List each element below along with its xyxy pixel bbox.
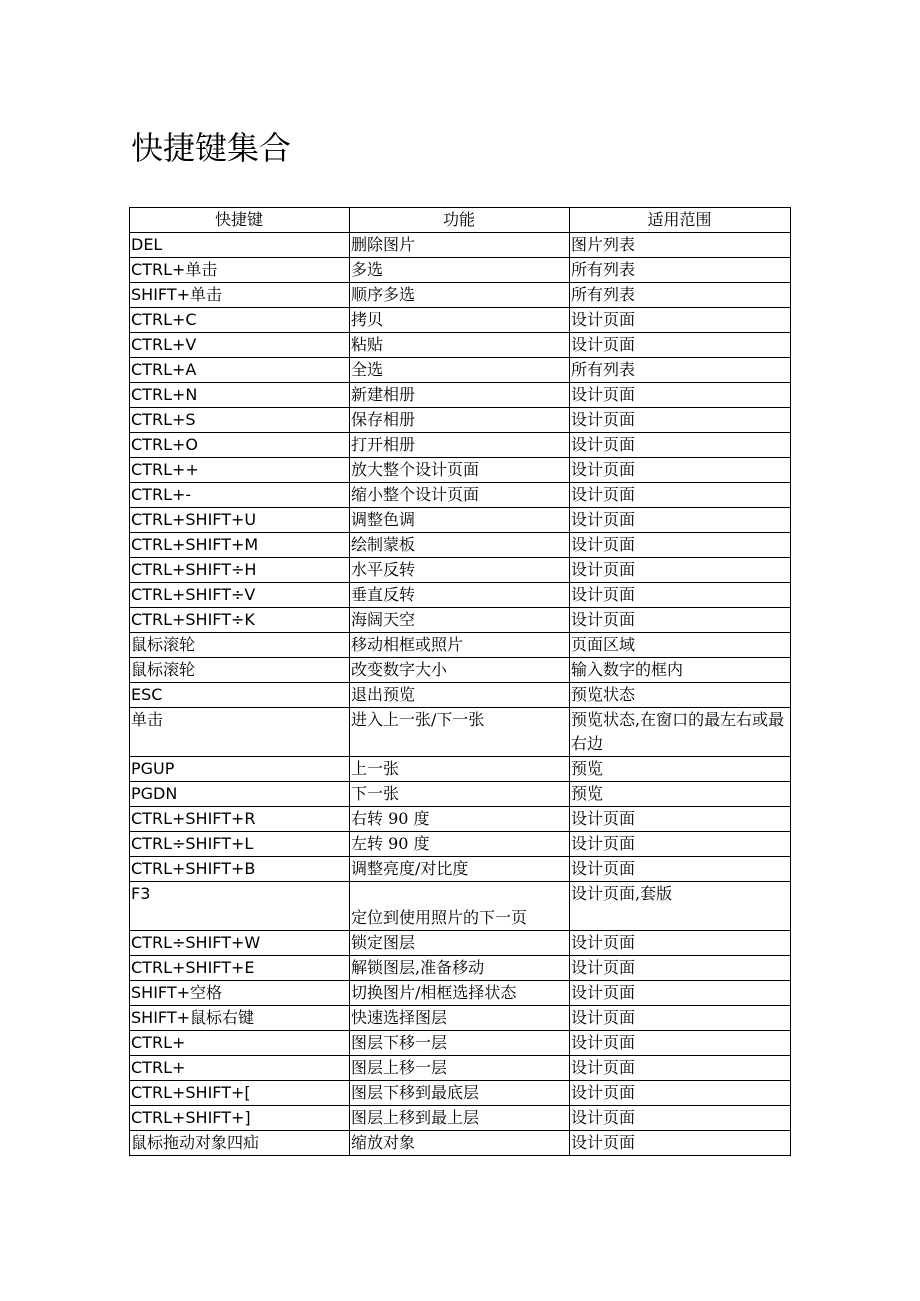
function-cell: 左转 90 度 <box>350 832 570 857</box>
table-row <box>130 583 791 608</box>
function-cell: 下一张 <box>350 782 570 807</box>
scope-cell: 页面区域 <box>570 633 791 658</box>
shortcut-cell: SHIFT+单击 <box>130 283 350 308</box>
shortcut-cell: CTRL+A <box>130 358 350 383</box>
header-scope: 适用范围 <box>570 208 791 233</box>
scope-cell: 预览状态 <box>570 683 791 708</box>
scope-cell: 设计页面 <box>570 1006 791 1031</box>
function-cell: 切换图片/相框选择状态 <box>350 981 570 1006</box>
shortcut-cell: CTRL+SHIFT+R <box>130 807 350 832</box>
shortcut-cell: ESC <box>130 683 350 708</box>
shortcut-cell: CTRL+SHIFT÷H <box>130 558 350 583</box>
scope-cell: 图片列表 <box>570 233 791 258</box>
shortcut-cell: CTRL+N <box>130 383 350 408</box>
table-row <box>130 1131 791 1156</box>
shortcut-cell: 鼠标拖动对象四疝 <box>130 1131 350 1156</box>
table-row <box>130 558 791 583</box>
table-row <box>130 931 791 956</box>
shortcut-cell: PGUP <box>130 757 350 782</box>
function-cell: 放大整个设计页面 <box>350 458 570 483</box>
table-row <box>130 408 791 433</box>
shortcut-cell: 鼠标滚轮 <box>130 658 350 683</box>
scope-cell: 设计页面 <box>570 333 791 358</box>
table-row <box>130 757 791 782</box>
shortcut-cell: CTRL+SHIFT÷V <box>130 583 350 608</box>
function-cell: 缩小整个设计页面 <box>350 483 570 508</box>
shortcut-cell: F3 <box>130 882 350 931</box>
function-cell: 顺序多选 <box>350 283 570 308</box>
table-row <box>130 708 791 757</box>
table-row <box>130 608 791 633</box>
table-row <box>130 233 791 258</box>
function-cell: 锁定图层 <box>350 931 570 956</box>
shortcut-cell: CTRL+C <box>130 308 350 333</box>
page-title: 快捷键集合 <box>131 129 292 167</box>
scope-cell: 所有列表 <box>570 358 791 383</box>
table-row <box>130 882 791 931</box>
function-cell: 进入上一张/下一张 <box>350 708 570 757</box>
scope-cell: 设计页面 <box>570 981 791 1006</box>
function-cell: 图层下移一层 <box>350 1031 570 1056</box>
function-cell: 调整色调 <box>350 508 570 533</box>
table-row <box>130 956 791 981</box>
shortcut-cell: CTRL+SHIFT+M <box>130 533 350 558</box>
scope-cell: 预览 <box>570 757 791 782</box>
function-cell: 退出预览 <box>350 683 570 708</box>
scope-cell: 设计页面 <box>570 433 791 458</box>
shortcut-cell: DEL <box>130 233 350 258</box>
function-cell: 缩放对象 <box>350 1131 570 1156</box>
scope-cell: 输入数字的框内 <box>570 658 791 683</box>
function-cell: 移动相框或照片 <box>350 633 570 658</box>
scope-cell: 设计页面 <box>570 308 791 333</box>
table-row <box>130 483 791 508</box>
scope-cell: 设计页面 <box>570 1131 791 1156</box>
table-body <box>130 233 791 1156</box>
scope-cell: 预览 <box>570 782 791 807</box>
table-row <box>130 258 791 283</box>
table-row <box>130 633 791 658</box>
table-row <box>130 383 791 408</box>
function-cell: 垂直反转 <box>350 583 570 608</box>
shortcut-cell: CTRL+O <box>130 433 350 458</box>
table-row <box>130 683 791 708</box>
table-row <box>130 1006 791 1031</box>
function-cell: 快速选择图层 <box>350 1006 570 1031</box>
shortcut-cell: CTRL+ <box>130 1031 350 1056</box>
scope-cell: 设计页面 <box>570 408 791 433</box>
scope-cell: 预览状态,在窗口的最左右或最右边 <box>570 708 791 757</box>
scope-cell: 设计页面 <box>570 807 791 832</box>
function-cell: 新建相册 <box>350 383 570 408</box>
table-row <box>130 807 791 832</box>
function-cell: 水平反转 <box>350 558 570 583</box>
scope-cell: 设计页面 <box>570 931 791 956</box>
scope-cell: 设计页面 <box>570 583 791 608</box>
function-cell: 解锁图层,准备移动 <box>350 956 570 981</box>
scope-cell: 设计页面 <box>570 1081 791 1106</box>
table-header-row <box>130 208 791 233</box>
shortcut-cell: 单击 <box>130 708 350 757</box>
shortcut-cell: CTRL+单击 <box>130 258 350 283</box>
table-row <box>130 981 791 1006</box>
scope-cell: 设计页面 <box>570 857 791 882</box>
table-row <box>130 1106 791 1131</box>
header-function: 功能 <box>350 208 570 233</box>
shortcut-cell: CTRL++ <box>130 458 350 483</box>
scope-cell: 设计页面 <box>570 832 791 857</box>
function-cell: 多选 <box>350 258 570 283</box>
shortcut-cell: CTRL÷SHIFT+W <box>130 931 350 956</box>
header-shortcut: 快捷键 <box>130 208 350 233</box>
function-cell: 图层下移到最底层 <box>350 1081 570 1106</box>
table-row <box>130 308 791 333</box>
scope-cell: 设计页面 <box>570 508 791 533</box>
table-row <box>130 1081 791 1106</box>
scope-cell: 设计页面 <box>570 533 791 558</box>
scope-cell: 所有列表 <box>570 283 791 308</box>
scope-cell: 设计页面 <box>570 1031 791 1056</box>
shortcut-cell: CTRL+SHIFT+U <box>130 508 350 533</box>
shortcut-cell: CTRL+S <box>130 408 350 433</box>
table-row <box>130 533 791 558</box>
function-cell: 打开相册 <box>350 433 570 458</box>
scope-cell: 设计页面 <box>570 956 791 981</box>
scope-cell: 设计页面 <box>570 1106 791 1131</box>
shortcut-cell: CTRL÷SHIFT+L <box>130 832 350 857</box>
table-row <box>130 658 791 683</box>
function-cell: 上一张 <box>350 757 570 782</box>
table-row <box>130 358 791 383</box>
table-row <box>130 283 791 308</box>
shortcut-cell: CTRL+- <box>130 483 350 508</box>
function-cell: 绘制蒙板 <box>350 533 570 558</box>
scope-cell: 设计页面 <box>570 483 791 508</box>
shortcut-cell: SHIFT+鼠标右键 <box>130 1006 350 1031</box>
scope-cell: 设计页面 <box>570 558 791 583</box>
table-row <box>130 832 791 857</box>
function-cell: 调整亮度/对比度 <box>350 857 570 882</box>
table-row <box>130 508 791 533</box>
function-cell: 定位到使用照片的下一页 <box>350 882 570 931</box>
scope-cell: 所有列表 <box>570 258 791 283</box>
table-row <box>130 458 791 483</box>
function-cell: 粘贴 <box>350 333 570 358</box>
table-row <box>130 433 791 458</box>
shortcut-cell: CTRL+SHIFT÷K <box>130 608 350 633</box>
scope-cell: 设计页面,套版 <box>570 882 791 931</box>
shortcut-cell: CTRL+SHIFT+E <box>130 956 350 981</box>
table-row <box>130 333 791 358</box>
function-cell: 改变数字大小 <box>350 658 570 683</box>
scope-cell: 设计页面 <box>570 383 791 408</box>
table-row <box>130 1056 791 1081</box>
function-cell: 保存相册 <box>350 408 570 433</box>
shortcut-cell: CTRL+V <box>130 333 350 358</box>
shortcut-cell: CTRL+SHIFT+[ <box>130 1081 350 1106</box>
shortcut-table <box>129 207 791 1156</box>
shortcut-cell: CTRL+SHIFT+B <box>130 857 350 882</box>
scope-cell: 设计页面 <box>570 608 791 633</box>
shortcut-cell: CTRL+SHIFT+] <box>130 1106 350 1131</box>
function-cell: 图层上移一层 <box>350 1056 570 1081</box>
function-cell: 海阔天空 <box>350 608 570 633</box>
function-cell: 删除图片 <box>350 233 570 258</box>
shortcut-cell: PGDN <box>130 782 350 807</box>
table-row <box>130 857 791 882</box>
scope-cell: 设计页面 <box>570 1056 791 1081</box>
scope-cell: 设计页面 <box>570 458 791 483</box>
shortcut-cell: 鼠标滚轮 <box>130 633 350 658</box>
function-cell: 图层上移到最上层 <box>350 1106 570 1131</box>
table-row <box>130 1031 791 1056</box>
table-row <box>130 782 791 807</box>
function-cell: 右转 90 度 <box>350 807 570 832</box>
shortcut-cell: SHIFT+空格 <box>130 981 350 1006</box>
function-cell: 拷贝 <box>350 308 570 333</box>
shortcut-cell: CTRL+ <box>130 1056 350 1081</box>
function-cell: 全选 <box>350 358 570 383</box>
